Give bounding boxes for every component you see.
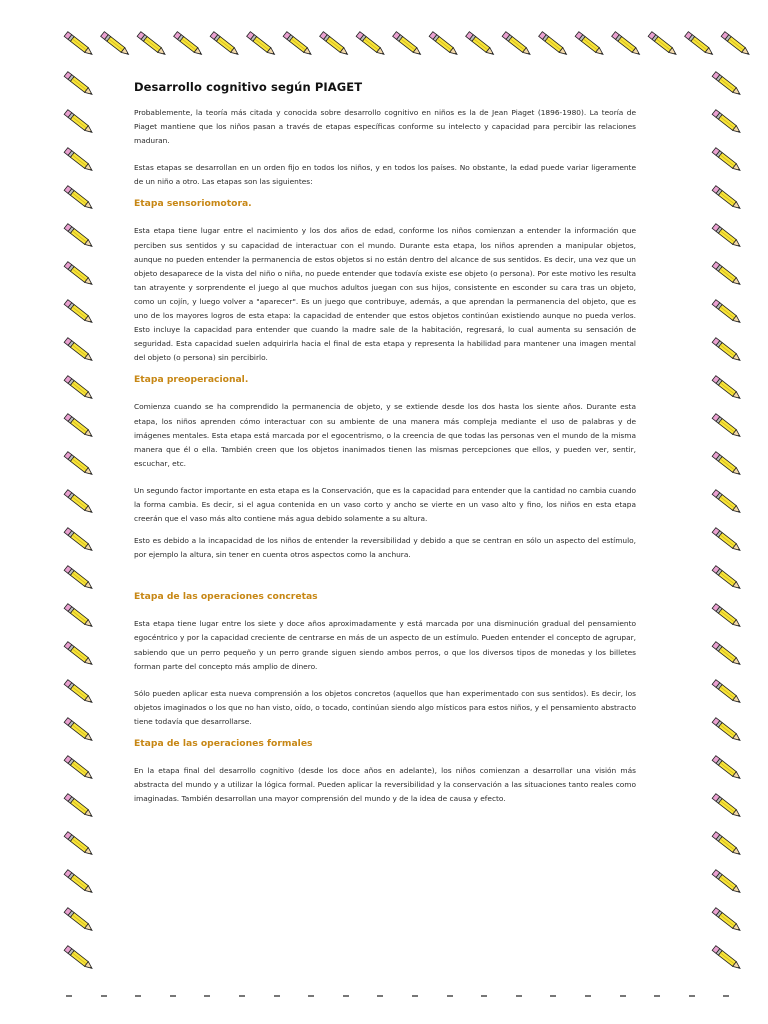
section-heading: Etapa preoperacional. [134,374,249,386]
pencil-icon [64,908,94,933]
pencil-icon [64,148,94,173]
pencil-icon [648,32,678,57]
pencil-icon [712,604,742,629]
pencil-icon [356,32,386,57]
border-dash [66,995,72,997]
pencil-icon [64,110,94,135]
border-dash [620,995,626,997]
border-dash [343,995,349,997]
pencil-icon [712,452,742,477]
section-heading: Etapa de las operaciones concretas [134,591,318,603]
section-paragraph: Comienza cuando se ha comprendido la permanencia de objeto, y se extiende desde los dos hasta los siente años. Durante esta etapa, los niños aprenden cómo interactuar con su ambiente de una manera más compleja mediante el uso de palabras y de imágenes mentales. Esta etapa está marcada por el egocentrismo, o la creencia de que todas las personas ven el mundo de la misma manera que él o ella. También creen que los objetos inanimados tienen las mismas percepciones que ellos, y pueden ver, sentir, escuchar, etc. [134,402,636,468]
pencil-icon [64,376,94,401]
border-dash [135,995,141,997]
section-paragraph: Esto es debido a la incapacidad de los niños de entender la reversibilidad y debido a que se centran en sólo un aspecto del estímulo, por ejemplo la altura, sin tener en cuenta otros aspectos como la anchura. [134,536,636,560]
pencil-icon [466,32,496,57]
border-dash [412,995,418,997]
pencil-icon [502,32,532,57]
pencil-icon [64,452,94,477]
pencil-icon [64,756,94,781]
pencil-icon [712,566,742,591]
pencil-icon [712,148,742,173]
pencil-icon [712,262,742,287]
pencil-icon [64,300,94,325]
pencil-icon [721,32,751,57]
pencil-icon [712,528,742,553]
border-dash [654,995,660,997]
pencil-icon [64,946,94,971]
pencil-icon [712,718,742,743]
border-dash [723,995,729,997]
border-dash [204,995,210,997]
intro-paragraph: Estas etapas se desarrollan en un orden fijo en todos los niños, y en todos los países. No obstante, la edad puede variar ligeramente de un niño a otro. Las etapas son las siguientes: [134,163,636,187]
pencil-icon [101,32,131,57]
document-page [134,80,636,819]
pencil-icon [712,642,742,667]
section-paragraph: Un segundo factor importante en esta etapa es la Conservación, que es la capacidad para entender que la cantidad no cambia cuando la forma cambia. Es decir, si el agua contenida en un vaso corto y ancho se vierte en un vaso alto y fino, los niños en esta etapa creerán que el vaso más alto contiene más agua debido solamente a su altura. [134,485,636,524]
section-paragraph: Esta etapa tiene lugar entre los siete y doce años aproximadamente y está marcada por una disminución gradual del pensamiento egocéntrico y por la capacidad creciente de centrarse en más de un aspecto de un estímulo. Pueden entender el concepto de agrupar, sabiendo que un perro pequeño y un perro grande siguen siendo ambos perros, o que los diversos tipos de monedas y los billetes forman parte del concepto más amplio de dinero. [134,619,636,671]
pencil-icon [210,32,240,57]
border-dash [377,995,383,997]
pencil-icon [575,32,605,57]
pencil-icon [712,224,742,249]
pencil-icon [712,680,742,705]
pencil-icon [64,32,94,57]
pencil-icon [712,72,742,97]
pencil-icon [283,32,313,57]
border-dash [481,995,487,997]
pencil-icon [64,338,94,363]
border-dash [550,995,556,997]
pencil-icon [64,870,94,895]
pencil-icon [174,32,204,57]
pencil-icon [64,490,94,515]
pencil-icon [64,262,94,287]
pencil-icon [712,338,742,363]
pencil-icon [64,718,94,743]
pencil-icon [137,32,167,57]
pencil-icon [712,832,742,857]
pencil-icon [612,32,642,57]
pencil-icon [712,186,742,211]
pencil-icon [712,110,742,135]
border-dash [689,995,695,997]
border-dash [308,995,314,997]
pencil-icon [64,680,94,705]
pencil-icon [64,186,94,211]
section-paragraph: Sólo pueden aplicar esta nueva comprensión a los objetos concretos (aquellos que han experimentado con sus sentidos). Es decir, los objetos imaginados o los que no han visto, oído, o tocado, continúan siendo algo místicos para estos niños, y el pensamiento abstracto tiene todavía que desarrollarse. [134,688,636,726]
pencil-icon [712,756,742,781]
border-dash [516,995,522,997]
pencil-icon [712,946,742,971]
pencil-icon [712,300,742,325]
section-paragraph: Esta etapa tiene lugar entre el nacimiento y los dos años de edad, conforme los niños comienzan a entender la información que perciben sus sentidos y su capacidad de interactuar con el mundo. Durante esta etapa, los niños aprenden a manipular objetos, aunque no pueden entender la permanencia de estos objetos si no están dentro del alcance de sus sentidos. Es decir, una vez que un objeto desaparece de la vista del niño o niña, no puede entender que todavía existe ese objeto (o persona). Por este motivo les resulta tan atrayente y sorprendente el juego al que muchos adultos juegan con sus hijos, consistente en esconder su cara tras un objeto, como un cojín, y luego volver a "aparecer". Es un juego que contribuye, además, a que aprendan la permanencia del objeto, que es uno de los mayores logros de esta etapa: la capacidad de entender que estos objetos continúan existiendo aunque no pueda verlos. Esto incluye la capacidad para entender que cuando la madre sale de la habitación, regresará, lo cual aumenta su sensación de seguridad. Esta capacidad suelen adquirirla hacia el final de esta etapa y representa la habilidad para mantener una imagen mental del objeto (o persona) sin percibirlo. [134,226,636,363]
pencil-icon [712,414,742,439]
border-dash [447,995,453,997]
border-dash [239,995,245,997]
pencil-icon [712,870,742,895]
pencil-icon [712,794,742,819]
pencil-icon [712,490,742,515]
pencil-icon [685,32,715,57]
intro-paragraph: Probablemente, la teoría más citada y conocida sobre desarrollo cognitivo en niños es la de Jean Piaget (1896-1980). La teoría de Piaget mantiene que los niños pasan a través de etapas específicas conforme su intelecto y capacidad para percibir las relaciones maduran. [134,108,636,146]
pencil-icon [64,832,94,857]
section-paragraph: En la etapa final del desarrollo cognitivo (desde los doce años en adelante), los niños comienzan a desarrollar una visión más abstracta del mundo y a utilizar la lógica formal. Pueden aplicar la reversibilidad y la conservación a las situaciones tanto reales como imaginadas. También desarrollan una mayor comprensión del mundo y de la idea de causa y efecto. [134,766,636,804]
border-dash [170,995,176,997]
pencil-icon [64,566,94,591]
pencil-icon [64,72,94,97]
pencil-icon [64,224,94,249]
pencil-icon [64,528,94,553]
pencil-icon [429,32,459,57]
page-title: Desarrollo cognitivo según PIAGET [134,80,363,94]
pencil-icon [320,32,350,57]
pencil-icon [64,642,94,667]
border-dash [101,995,107,997]
border-dash [585,995,591,997]
border-dash [274,995,280,997]
pencil-icon [539,32,569,57]
pencil-icon [64,794,94,819]
section-heading: Etapa de las operaciones formales [134,738,313,749]
pencil-icon [64,604,94,629]
pencil-icon [64,414,94,439]
pencil-icon [712,908,742,933]
pencil-icon [393,32,423,57]
pencil-icon [247,32,277,57]
pencil-icon [712,376,742,401]
section-heading: Etapa sensoriomotora. [134,198,252,210]
